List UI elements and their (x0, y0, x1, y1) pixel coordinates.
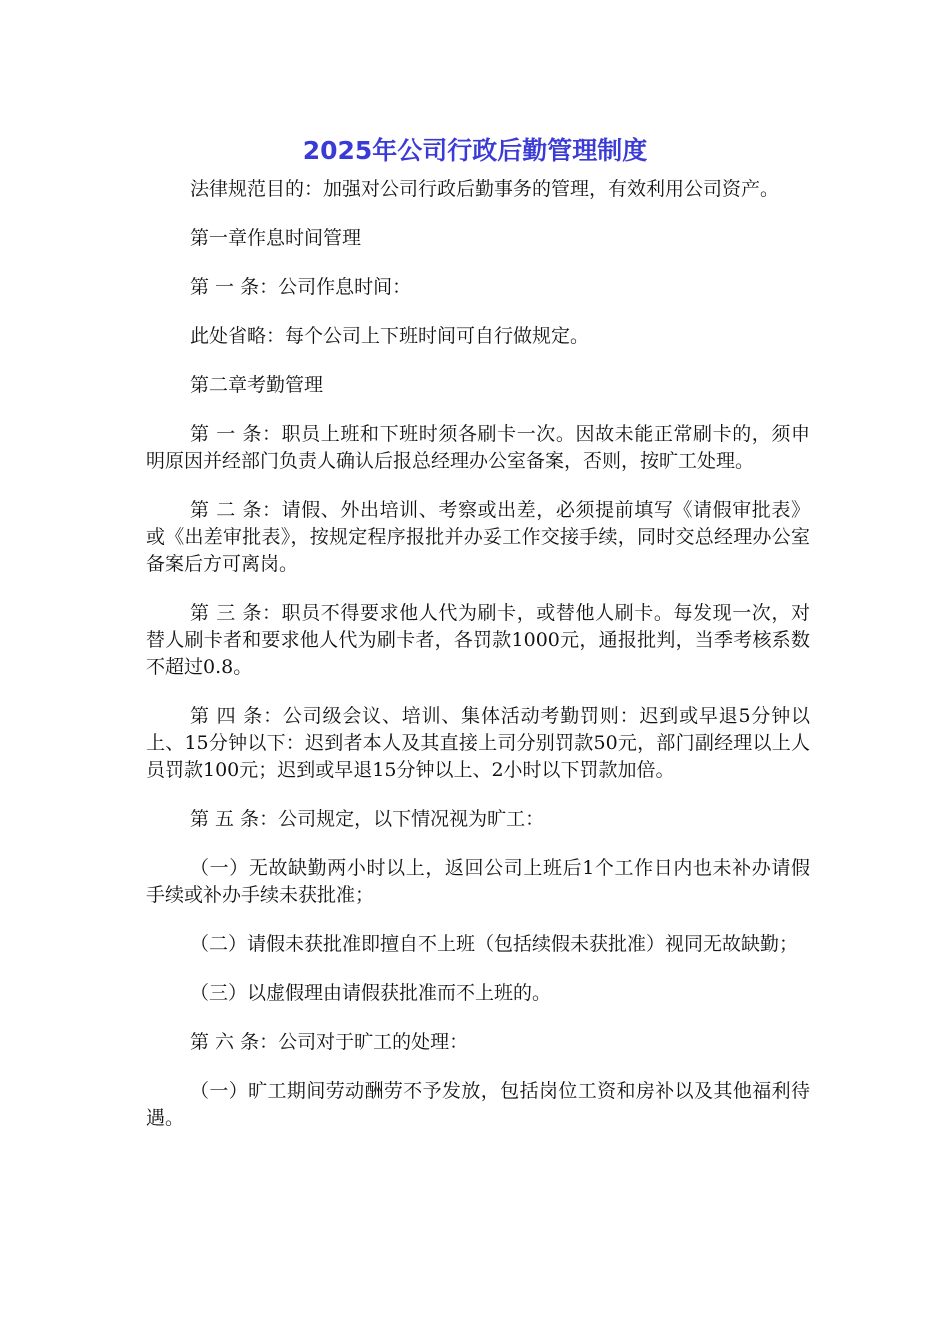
article-2-4: 第 四 条：公司级会议、培训、集体活动考勤罚则：迟到或早退5分钟以上、15分钟以下：迟到者本人及其直接上司分别罚款50元，部门副经理以上人员罚款100元；迟到或早退15分钟以上、2小时以下罚款加倍。 (146, 705, 810, 781)
list-item-absence-1: （一）无故缺勤两小时以上，返回公司上班后1个工作日内也未补办请假手续或补办手续未获批准； (146, 857, 810, 906)
paragraph-omitted-note: 此处省略：每个公司上下班时间可自行做规定。 (190, 325, 590, 347)
article-2-3: 第 三 条：职员不得要求他人代为刷卡，或替他人刷卡。每发现一次，对替人刷卡者和要求他人代为刷卡者，各罚款1000元，通报批判，当季考核系数不超过0.8。 (146, 602, 810, 678)
document-title: 2025年公司行政后勤管理制度 (302, 136, 648, 165)
article-2-1: 第 一 条：职员上班和下班时须各刷卡一次。因故未能正常刷卡的，须申明原因并经部门负责人确认后报总经理办公室备案，否则，按旷工处理。 (146, 423, 810, 472)
list-item-penalty-1: （一）旷工期间劳动酬劳不予发放，包括岗位工资和房补以及其他福利待遇。 (146, 1080, 810, 1129)
article-1-1: 第 一 条：公司作息时间： (190, 276, 412, 298)
article-2-5: 第 五 条：公司规定，以下情况视为旷工： (190, 808, 545, 830)
list-item-absence-3: （三）以虚假理由请假获批准而不上班的。 (190, 982, 552, 1004)
paragraph-purpose: 法律规范目的：加强对公司行政后勤事务的管理，有效利用公司资产。 (190, 178, 780, 200)
document-body (146, 172, 810, 1132)
article-2-2: 第 二 条：请假、外出培训、考察或出差，必须提前填写《请假审批表》或《出差审批表》，按规定程序报批并办妥工作交接手续，同时交总经理办公室备案后方可离岗。 (146, 499, 810, 575)
list-item-absence-2: （二）请假未获批准即擅自不上班（包括续假未获批准）视同无故缺勤； (190, 933, 799, 955)
chapter-heading-2: 第二章考勤管理 (190, 374, 324, 396)
article-2-6: 第 六 条：公司对于旷工的处理： (190, 1031, 469, 1053)
chapter-heading-1: 第一章作息时间管理 (190, 227, 362, 249)
